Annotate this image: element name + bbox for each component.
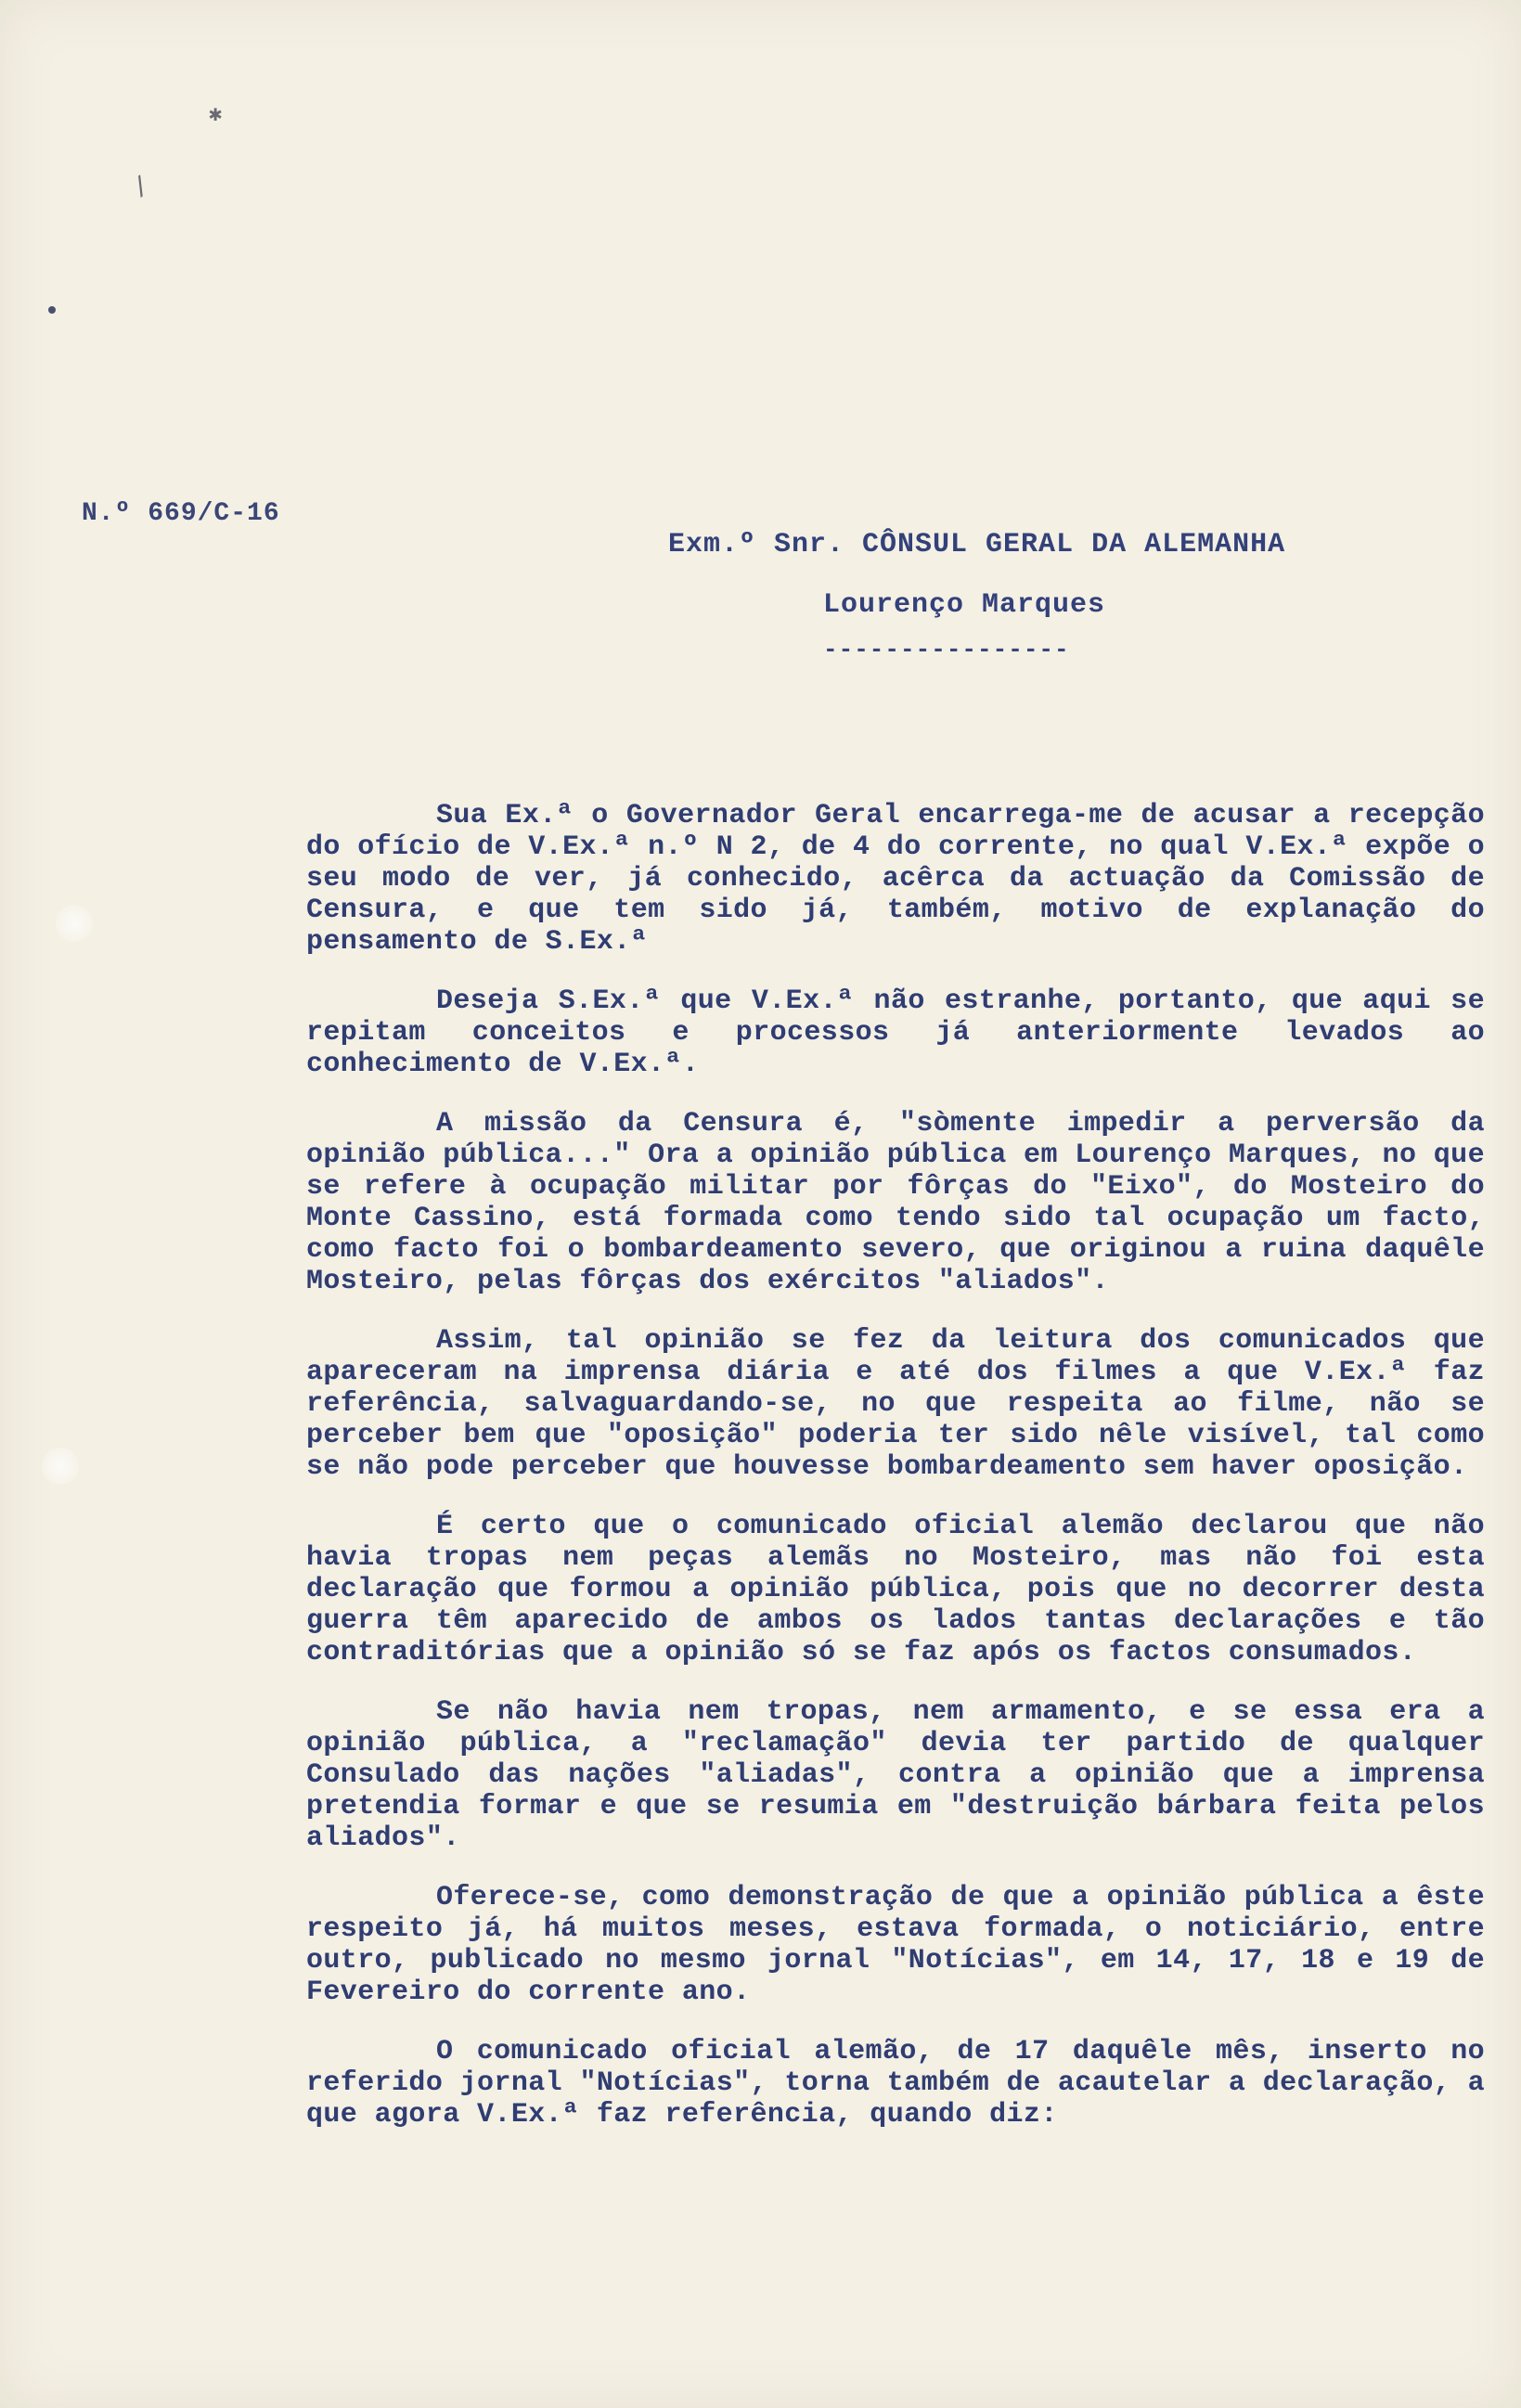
city-underline: ---------------- [823, 636, 1070, 663]
paper-crease [42, 1448, 79, 1485]
letter-body [306, 800, 1485, 2158]
paragraph: Assim, tal opinião se fez da leitura dos comunicados que apareceram na imprensa diária e até dos filmes a que V.Ex.ª faz referência, salvaguardando-se, no que respeita ao filme, não se perceber bem que "oposição" poderia ter sido nêle visível, tal como se não pode perceber que houvesse bombardeamento sem haver oposição. [306, 1325, 1485, 1483]
reference-number: N.º 669/C-16 [82, 499, 280, 528]
addressee-city: Lourenço Marques [823, 589, 1106, 621]
paragraph: A missão da Censura é, "sòmente impedir a perversão da opinião pública..." Ora a opinião pública em Lourenço Marques, no que se refere à ocupação militar por fôrças do "Eixo", do Mosteiro do Monte Cassino, está formada como tendo sido tal ocupação um facto, como facto foi o bombardeamento severo, que originou a ruina daquêle Mosteiro, pelas fôrças dos exércitos "aliados". [306, 1108, 1485, 1297]
paragraph: Oferece-se, como demonstração de que a opinião pública a êste respeito já, há muitos meses, estava formada, o noticiário, entre outro, publicado no mesmo jornal "Notícias", em 14, 17, 18 e 19 de Fevereiro do corrente ano. [306, 1882, 1485, 2008]
stray-mark-asterisk: ✱ [209, 103, 223, 128]
paragraph: Deseja S.Ex.ª que V.Ex.ª não estranhe, portanto, que aqui se repitam conceitos e processos já anteriormente levados ao conhecimento de V.Ex.ª. [306, 985, 1485, 1080]
paragraph: É certo que o comunicado oficial alemão declarou que não havia tropas nem peças alemãs no Mosteiro, mas não foi esta declaração que formou a opinião pública, pois que no decorrer desta guerra têm aparecido de ambos os lados tantas declarações e tão contraditórias que a opinião só se faz após os factos consumados. [306, 1511, 1485, 1668]
stray-mark-dot [48, 306, 56, 314]
paper-crease [56, 905, 93, 942]
stray-mark-tick: / [127, 172, 158, 206]
paragraph: Se não havia nem tropas, nem armamento, e se essa era a opinião pública, a "reclamação" devia ter partido de qualquer Consulado das nações "aliadas", contra a opinião que a imprensa pretendia formar e que se resumia em "destruição bárbara feita pelos aliados". [306, 1696, 1485, 1854]
paragraph: Sua Ex.ª o Governador Geral encarrega-me de acusar a recepção do ofício de V.Ex.ª n.º N 2, de 4 do corrente, no qual V.Ex.ª expõe o seu modo de ver, já conhecido, acêrca da actuação da Comissão de Censura, e que tem sido já, também, motivo de explanação do pensamento de S.Ex.ª [306, 800, 1485, 958]
paragraph: O comunicado oficial alemão, de 17 daquêle mês, inserto no referido jornal "Notícias", torna também de acautelar a declaração, a que agora V.Ex.ª faz referência, quando diz: [306, 2036, 1485, 2131]
addressee-line: Exm.º Snr. CÔNSUL GERAL DA ALEMANHA [668, 529, 1286, 560]
